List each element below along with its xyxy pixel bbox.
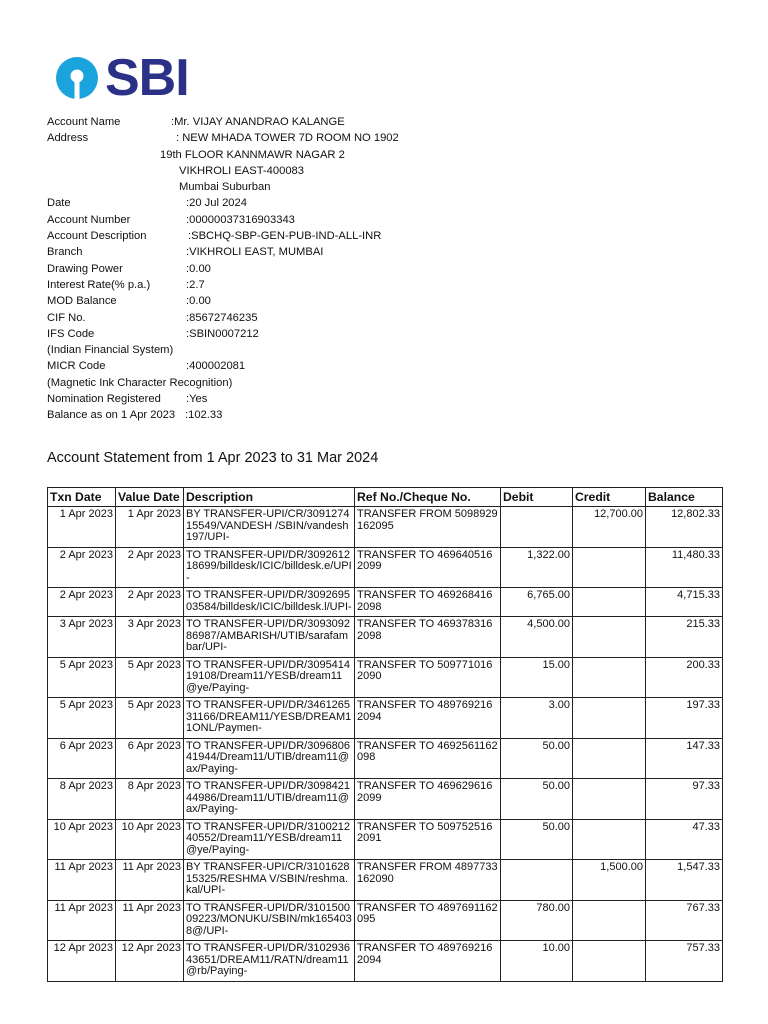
detail-value: 19th FLOOR KANNMAWR NAGAR 2 xyxy=(160,148,345,161)
table-row xyxy=(48,738,723,779)
col-txn-date: Txn Date xyxy=(48,488,116,507)
ref-no-cell: TRANSFER TO 4696296162099 xyxy=(355,779,501,820)
balance-cell: 197.33 xyxy=(646,698,723,739)
description-cell: TO TRANSFER-UPI/DR/310021240552/Dream11/YESB/dream11@ye/Paying- xyxy=(184,819,355,860)
description-cell: TO TRANSFER-UPI/DR/346126531166/DREAM11/YESB/DREAM11ONL/Paymen- xyxy=(184,698,355,739)
value-date-cell: 8 Apr 2023 xyxy=(116,779,184,820)
description-cell: TO TRANSFER-UPI/DR/310150009223/MONUKU/SBIN/mk1654038@/UPI- xyxy=(184,900,355,941)
ref-no-cell: TRANSFER TO 4897691162095 xyxy=(355,900,501,941)
txn-date-cell: 2 Apr 2023 xyxy=(48,588,116,617)
table-header-row xyxy=(48,488,723,507)
detail-value: :Yes xyxy=(186,393,208,406)
description-cell: TO TRANSFER-UPI/DR/309842144986/Dream11/UTIB/dream11@ax/Paying- xyxy=(184,779,355,820)
credit-cell xyxy=(573,698,646,739)
value-date-cell: 5 Apr 2023 xyxy=(116,657,184,698)
detail-value: :SBCHQ-SBP-GEN-PUB-IND-ALL-INR xyxy=(188,230,382,243)
col-value-date: Value Date xyxy=(116,488,184,507)
col-ref-no: Ref No./Cheque No. xyxy=(355,488,501,507)
txn-date-cell: 2 Apr 2023 xyxy=(48,547,116,588)
detail-value: :85672746235 xyxy=(186,311,258,324)
detail-label: Drawing Power xyxy=(47,262,123,275)
detail-label: (Indian Financial System) xyxy=(47,344,174,357)
table-row xyxy=(48,698,723,739)
value-date-cell: 6 Apr 2023 xyxy=(116,738,184,779)
ref-no-cell: TRANSFER FROM 4897733162090 xyxy=(355,860,501,901)
txn-date-cell: 11 Apr 2023 xyxy=(48,860,116,901)
credit-cell xyxy=(573,547,646,588)
balance-cell: 757.33 xyxy=(646,941,723,982)
detail-value: : NEW MHADA TOWER 7D ROOM NO 1902 xyxy=(176,132,399,145)
credit-cell xyxy=(573,779,646,820)
txn-date-cell: 6 Apr 2023 xyxy=(48,738,116,779)
detail-label: MICR Code xyxy=(47,360,106,373)
bank-name: SBI xyxy=(105,49,189,107)
detail-value: :400002081 xyxy=(186,360,246,373)
detail-label: Account Description xyxy=(47,230,147,243)
table-row xyxy=(48,900,723,941)
table-row xyxy=(48,657,723,698)
table-row xyxy=(48,617,723,658)
detail-label: MOD Balance xyxy=(47,295,117,308)
credit-cell xyxy=(573,819,646,860)
ref-no-cell: TRANSFER TO 4693783162098 xyxy=(355,617,501,658)
detail-label: Address xyxy=(47,132,89,145)
detail-value: VIKHROLI EAST-400083 xyxy=(179,164,304,177)
value-date-cell: 10 Apr 2023 xyxy=(116,819,184,860)
debit-cell: 50.00 xyxy=(501,819,573,860)
balance-cell: 12,802.33 xyxy=(646,507,723,548)
detail-value: :VIKHROLI EAST, MUMBAI xyxy=(186,246,324,259)
statement-title: Account Statement from 1 Apr 2023 to 31 Mar 2024 xyxy=(47,450,379,466)
description-cell: BY TRANSFER-UPI/CR/309127415549/VANDESH /SBIN/vandesh197/UPI- xyxy=(184,507,355,548)
debit-cell: 4,500.00 xyxy=(501,617,573,658)
detail-label: Balance as on 1 Apr 2023 xyxy=(47,409,176,422)
balance-cell: 200.33 xyxy=(646,657,723,698)
credit-cell xyxy=(573,588,646,617)
debit-cell: 10.00 xyxy=(501,941,573,982)
credit-cell xyxy=(573,738,646,779)
debit-cell: 6,765.00 xyxy=(501,588,573,617)
txn-date-cell: 12 Apr 2023 xyxy=(48,941,116,982)
value-date-cell: 2 Apr 2023 xyxy=(116,547,184,588)
detail-value: Mumbai Suburban xyxy=(179,181,271,194)
balance-cell: 11,480.33 xyxy=(646,547,723,588)
detail-value: :102.33 xyxy=(185,409,223,422)
txn-date-cell: 3 Apr 2023 xyxy=(48,617,116,658)
detail-value: :00000037316903343 xyxy=(186,213,295,226)
txn-date-cell: 5 Apr 2023 xyxy=(48,698,116,739)
transactions-table xyxy=(47,487,723,982)
description-cell: TO TRANSFER-UPI/DR/310293643651/DREAM11/RATN/dream11@rb/Paying- xyxy=(184,941,355,982)
txn-date-cell: 1 Apr 2023 xyxy=(48,507,116,548)
detail-label: CIF No. xyxy=(47,311,86,324)
detail-value: :0.00 xyxy=(186,295,211,308)
value-date-cell: 12 Apr 2023 xyxy=(116,941,184,982)
balance-cell: 147.33 xyxy=(646,738,723,779)
value-date-cell: 1 Apr 2023 xyxy=(116,507,184,548)
table-row xyxy=(48,941,723,982)
description-cell: TO TRANSFER-UPI/DR/309309286987/AMBARISH/UTIB/sarafambar/UPI- xyxy=(184,617,355,658)
txn-date-cell: 5 Apr 2023 xyxy=(48,657,116,698)
detail-label: Nomination Registered xyxy=(47,393,161,406)
debit-cell: 780.00 xyxy=(501,900,573,941)
credit-cell xyxy=(573,941,646,982)
detail-label: IFS Code xyxy=(47,327,95,340)
debit-cell: 50.00 xyxy=(501,738,573,779)
col-balance: Balance xyxy=(646,488,723,507)
description-cell: TO TRANSFER-UPI/DR/309261218699/billdesk/ICIC/billdesk.e/UPI- xyxy=(184,547,355,588)
ref-no-cell: TRANSFER TO 5097710162090 xyxy=(355,657,501,698)
detail-value: :20 Jul 2024 xyxy=(186,197,247,210)
detail-value: :2.7 xyxy=(186,278,205,291)
credit-cell xyxy=(573,617,646,658)
txn-date-cell: 10 Apr 2023 xyxy=(48,819,116,860)
detail-label: Interest Rate(% p.a.) xyxy=(47,278,151,291)
value-date-cell: 11 Apr 2023 xyxy=(116,900,184,941)
col-credit: Credit xyxy=(573,488,646,507)
detail-label: (Magnetic Ink Character Recognition) xyxy=(47,376,233,389)
col-description: Description xyxy=(184,488,355,507)
ref-no-cell: TRANSFER TO 5097525162091 xyxy=(355,819,501,860)
ref-no-cell: TRANSFER FROM 5098929162095 xyxy=(355,507,501,548)
detail-label: Account Name xyxy=(47,116,121,128)
txn-date-cell: 11 Apr 2023 xyxy=(48,900,116,941)
credit-cell: 12,700.00 xyxy=(573,507,646,548)
value-date-cell: 5 Apr 2023 xyxy=(116,698,184,739)
balance-cell: 97.33 xyxy=(646,779,723,820)
debit-cell xyxy=(501,860,573,901)
description-cell: TO TRANSFER-UPI/DR/309680641944/Dream11/UTIB/dream11@ax/Paying- xyxy=(184,738,355,779)
sbi-logo xyxy=(55,49,189,107)
balance-cell: 1,547.33 xyxy=(646,860,723,901)
balance-cell: 215.33 xyxy=(646,617,723,658)
table-row xyxy=(48,588,723,617)
credit-cell xyxy=(573,900,646,941)
credit-cell xyxy=(573,657,646,698)
ref-no-cell: TRANSFER TO 4692561162098 xyxy=(355,738,501,779)
table-row xyxy=(48,507,723,548)
table-row xyxy=(48,547,723,588)
balance-cell: 767.33 xyxy=(646,900,723,941)
sbi-logo-icon xyxy=(55,56,99,100)
txn-date-cell: 8 Apr 2023 xyxy=(48,779,116,820)
debit-cell: 50.00 xyxy=(501,779,573,820)
detail-label: Date xyxy=(47,197,71,210)
table-row xyxy=(48,860,723,901)
detail-value: :Mr. VIJAY ANANDRAO KALANGE xyxy=(171,116,345,128)
description-cell: BY TRANSFER-UPI/CR/310162815325/RESHMA V/SBIN/reshma.kal/UPI- xyxy=(184,860,355,901)
value-date-cell: 11 Apr 2023 xyxy=(116,860,184,901)
debit-cell: 3.00 xyxy=(501,698,573,739)
detail-value: :0.00 xyxy=(186,262,211,275)
table-row xyxy=(48,779,723,820)
ref-no-cell: TRANSFER TO 4897692162094 xyxy=(355,698,501,739)
balance-cell: 4,715.33 xyxy=(646,588,723,617)
detail-value: :SBIN0007212 xyxy=(186,327,259,340)
ref-no-cell: TRANSFER TO 4696405162099 xyxy=(355,547,501,588)
balance-cell: 47.33 xyxy=(646,819,723,860)
detail-label: Account Number xyxy=(47,213,131,226)
debit-cell: 1,322.00 xyxy=(501,547,573,588)
ref-no-cell: TRANSFER TO 4692684162098 xyxy=(355,588,501,617)
ref-no-cell: TRANSFER TO 4897692162094 xyxy=(355,941,501,982)
credit-cell: 1,500.00 xyxy=(573,860,646,901)
table-row xyxy=(48,819,723,860)
value-date-cell: 2 Apr 2023 xyxy=(116,588,184,617)
description-cell: TO TRANSFER-UPI/DR/309541419108/Dream11/YESB/dream11@ye/Paying- xyxy=(184,657,355,698)
debit-cell: 15.00 xyxy=(501,657,573,698)
debit-cell xyxy=(501,507,573,548)
col-debit: Debit xyxy=(501,488,573,507)
detail-label: Branch xyxy=(47,246,83,259)
value-date-cell: 3 Apr 2023 xyxy=(116,617,184,658)
description-cell: TO TRANSFER-UPI/DR/309269503584/billdesk/ICIC/billdesk.l/UPI- xyxy=(184,588,355,617)
